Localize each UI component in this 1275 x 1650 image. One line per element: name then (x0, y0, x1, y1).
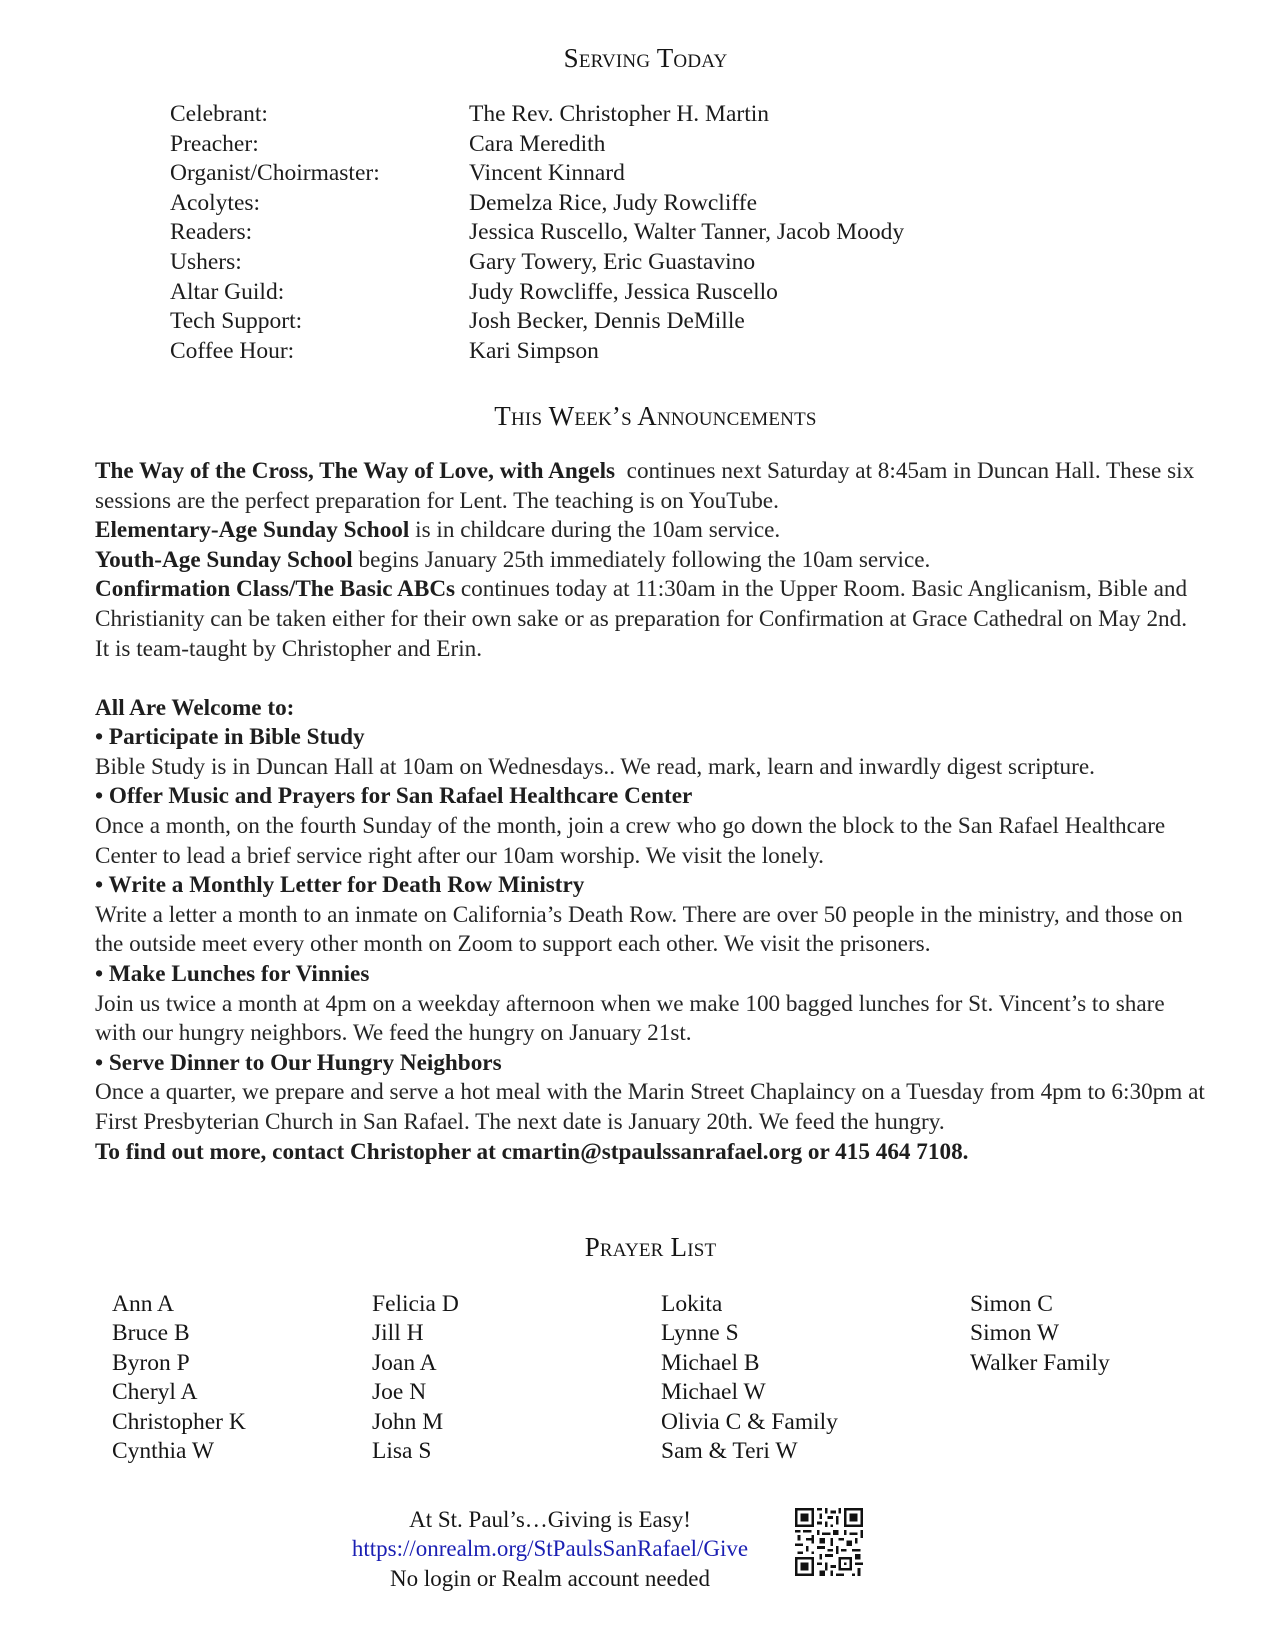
serving-row (170, 218, 904, 248)
prayer-name: Lokita (661, 1291, 723, 1317)
prayer-name: Simon C (970, 1291, 1053, 1317)
announcements-list (95, 457, 1205, 664)
qr-code-icon[interactable] (795, 1508, 863, 1576)
prayer-name: Joe N (372, 1379, 427, 1406)
serving-names: Demelza Rice, Judy Rowcliffe (469, 189, 758, 216)
prayer-name: Cynthia W (112, 1438, 215, 1465)
giving-block (300, 1505, 800, 1593)
serving-names: Jessica Ruscello, Walter Tanner, Jacob Moody (469, 219, 905, 246)
prayer-column (112, 1290, 246, 1466)
ministry-title: • Serve Dinner to Our Hungry Neighbors (95, 1049, 502, 1076)
prayer-name: Lynne S (661, 1320, 739, 1347)
announcement-item (95, 575, 1205, 664)
contact-line: To find out more, contact Christopher at cmartin@stpaulssanrafael.org or 415 464 7108. (95, 1138, 969, 1165)
announcements-heading: This Week’s Announcements (494, 401, 817, 431)
welcome-heading: All Are Welcome to: (95, 694, 295, 721)
serving-names: Josh Becker, Dennis DeMille (469, 308, 745, 335)
serving-row (170, 159, 904, 189)
prayer-column (372, 1290, 459, 1466)
announcement-item (95, 546, 1205, 576)
prayer-name: Simon W (970, 1320, 1060, 1347)
giving-tagline: At St. Paul’s…Giving is Easy! (409, 1507, 691, 1532)
serving-role: Altar Guild: (170, 278, 285, 305)
serving-row (170, 278, 904, 308)
ministry-text: Once a month, on the fourth Sunday of the month, join a crew who go down the block to the San Rafael Healthcare Center to lead a brief service right after our 10am worship. We visit the lonely. (95, 812, 1166, 869)
serving-row (170, 337, 904, 367)
prayer-name: Walker Family (970, 1349, 1110, 1376)
serving-names: Gary Towery, Eric Guastavino (469, 248, 756, 275)
announcement-text: continues next Saturday at 8:45am in Duncan Hall. These six sessions are the perfect preparation for Lent. The teaching is on YouTube. (95, 458, 1201, 514)
serving-names: Cara Meredith (469, 130, 606, 157)
serving-row (170, 100, 904, 130)
announcement-title: Youth-Age Sunday School (95, 546, 353, 573)
serving-role: Preacher: (170, 130, 259, 157)
prayer-name: Jill H (372, 1320, 424, 1347)
announcement-item (95, 457, 1205, 516)
prayer-name: Cheryl A (112, 1379, 198, 1406)
ministry-title: • Offer Music and Prayers for San Rafael Healthcare Center (95, 783, 693, 810)
ministry-text: Bible Study is in Duncan Hall at 10am on Wednesdays.. We read, mark, learn and inwardly digest scripture. (95, 753, 1095, 780)
prayer-name: Byron P (112, 1349, 190, 1376)
prayer-name: Lisa S (372, 1438, 432, 1465)
prayer-list-heading: Prayer List (584, 1232, 717, 1262)
prayer-name: Ann A (112, 1291, 175, 1317)
serving-role: Organist/Choirmaster: (170, 160, 380, 187)
prayer-name: John M (372, 1408, 444, 1435)
ministry-title: • Make Lunches for Vinnies (95, 960, 370, 987)
prayer-name: Christopher K (112, 1408, 246, 1435)
serving-row (170, 189, 904, 219)
serving-row (170, 307, 904, 337)
serving-roster (170, 100, 904, 366)
serving-role: Celebrant: (170, 101, 268, 127)
serving-names: Judy Rowcliffe, Jessica Ruscello (469, 278, 778, 305)
prayer-name: Sam & Teri W (661, 1438, 798, 1465)
prayer-name: Joan A (372, 1349, 437, 1376)
announcement-text: is in childcare during the 10am service. (409, 517, 781, 544)
ministry-title: • Write a Monthly Letter for Death Row Ministry (95, 872, 585, 899)
announcement-title: Elementary-Age Sunday School (95, 517, 410, 544)
serving-names: The Rev. Christopher H. Martin (469, 101, 770, 127)
announcement-title: Confirmation Class/The Basic ABCs (95, 576, 456, 603)
prayer-column (661, 1290, 838, 1466)
serving-names: Kari Simpson (469, 337, 599, 364)
ministry-text: Write a letter a month to an inmate on California’s Death Row. There are over 50 people in the ministry, and those on the outside meet every other month on Zoom to support each other. We visit the prisoners. (95, 901, 1183, 958)
serving-names: Vincent Kinnard (469, 160, 625, 187)
prayer-name: Felicia D (372, 1291, 459, 1317)
ministry-text: Once a quarter, we prepare and serve a hot meal with the Marin Street Chaplaincy on a Tuesday from 4pm to 6:30pm at First Presbyterian Church in San Rafael. The next date is January 20th. We feed the hungry. (95, 1079, 1205, 1135)
prayer-name: Bruce B (112, 1320, 190, 1347)
announcement-text: continues today at 11:30am in the Upper Room. Basic Anglicanism, Bible and Christianity can be taken either for their own sake or as preparation for Confirmation at Grace Cathedral on May 2nd. It is team-taught by Christopher and Erin. (95, 576, 1193, 662)
serving-role: Ushers: (170, 248, 242, 275)
giving-link[interactable]: https://onrealm.org/StPaulsSanRafael/Give (351, 1536, 749, 1562)
prayer-name: Michael W (661, 1379, 766, 1406)
serving-role: Readers: (170, 219, 253, 246)
serving-row (170, 248, 904, 278)
announcement-item (95, 516, 1205, 546)
prayer-name: Olivia C & Family (661, 1408, 838, 1435)
prayer-name: Michael B (661, 1349, 760, 1376)
serving-role: Coffee Hour: (170, 337, 295, 364)
serving-role: Tech Support: (170, 308, 303, 335)
serving-today-heading: Serving Today (563, 43, 728, 73)
giving-note: No login or Realm account needed (390, 1565, 710, 1591)
ministry-text: Join us twice a month at 4pm on a weekday afternoon when we make 100 bagged lunches for St. Vincent’s to share with our hungry neighbors. We feed the hungry on January 21st. (95, 990, 1165, 1047)
ministry-title: • Participate in Bible Study (95, 724, 365, 751)
announcement-text: begins January 25th immediately following the 10am service. (352, 546, 931, 573)
serving-role: Acolytes: (170, 189, 261, 216)
serving-row (170, 130, 904, 160)
announcement-title: The Way of the Cross, The Way of Love, with Angels (95, 458, 616, 484)
prayer-column (970, 1290, 1110, 1378)
ministries-list (95, 694, 1205, 1168)
